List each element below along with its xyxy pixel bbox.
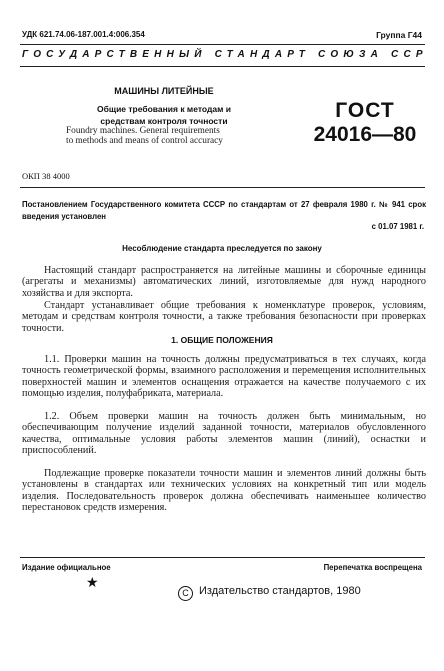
- section-paragraph-3: Подлежащие проверке показатели точности машин и элементов линий должны быть установлены в стандартах или технических условиях на конкретный тип или модель изделия. Последовательность проверок должна обеспечивать наименьшее количество перестановок средств измерения.: [22, 468, 426, 514]
- english-title-line2: to methods and means of control accuracy: [66, 136, 223, 146]
- reprint-prohibited-label: Перепечатка воспрещена: [323, 563, 422, 572]
- official-edition-label: Издание официальное: [22, 563, 111, 572]
- okp-code: ОКП 38 4000: [22, 171, 70, 181]
- section-heading: 1. ОБЩИЕ ПОЛОЖЕНИЯ: [171, 335, 273, 345]
- gost-number: 24016—80: [313, 123, 417, 146]
- top-rule: [20, 44, 425, 45]
- legal-warning: Несоблюдение стандарта преследуется по закону: [122, 244, 322, 253]
- english-title-line1: Foundry machines. General requirements: [66, 126, 220, 136]
- copyright-icon: С: [178, 586, 193, 601]
- intro-paragraph-1: Настоящий стандарт распространяется на литейные машины и сборочные единицы (агрегаты и механизмы) автоматических линий, изготовляемые для нужд народного хозяйства и для экспорта.: [22, 265, 426, 299]
- okp-rule: [20, 187, 425, 188]
- group-code: Группа Г44: [376, 30, 422, 40]
- copyright-text: Издательство стандартов, 1980: [199, 585, 361, 597]
- section-paragraph-1: 1.1. Проверки машин на точность должны предусматриваться в тех случаях, когда точность геометрической формы, взаимного расположения и перемещения исполнительных поверхностей машин и элементов оснащения отражается на качестве получаемого с их помощью изделия, полуфабриката, материала.: [22, 354, 426, 400]
- gost-designation: [305, 100, 425, 148]
- star-icon: ★: [86, 576, 99, 591]
- section-paragraph-2: 1.2. Объем проверки машин на точность должен быть минимальным, но обеспечивающим получение изделий заданной точности, материалов обусловленного качества, оптимальные условия работы элементов машин (линий), оснастки и приспособлений.: [22, 411, 426, 457]
- decree-text: Постановлением Государственного комитета СССР по стандартам от 27 февраля 1980 г. № 941 срок введения установлен: [22, 200, 426, 221]
- title-sub-line1: Общие требования к методам и: [97, 104, 231, 114]
- title-block: [64, 85, 264, 127]
- udk-code: УДК 621.74.06-187.001.4:006.354: [22, 30, 145, 39]
- title-main: МАШИНЫ ЛИТЕЙНЫЕ: [114, 86, 214, 96]
- english-title: [66, 126, 223, 146]
- title-sub-line2: средствам контроля точности: [100, 116, 228, 126]
- footer-rule: [20, 557, 425, 558]
- decree-date: с 01.07 1981 г.: [371, 222, 424, 231]
- intro-paragraph-2: Стандарт устанавливает общие требования к номенклатуре проверок, условиям, методам и средствам контроля точности, а также требования безопасности при проверках точности.: [22, 300, 426, 334]
- gost-word: ГОСТ: [335, 99, 395, 122]
- standard-banner: ГОСУДАРСТВЕННЫЙ СТАНДАРТ СОЮЗА ССР: [22, 49, 428, 60]
- copyright-line: [178, 585, 361, 601]
- banner-rule: [20, 66, 425, 67]
